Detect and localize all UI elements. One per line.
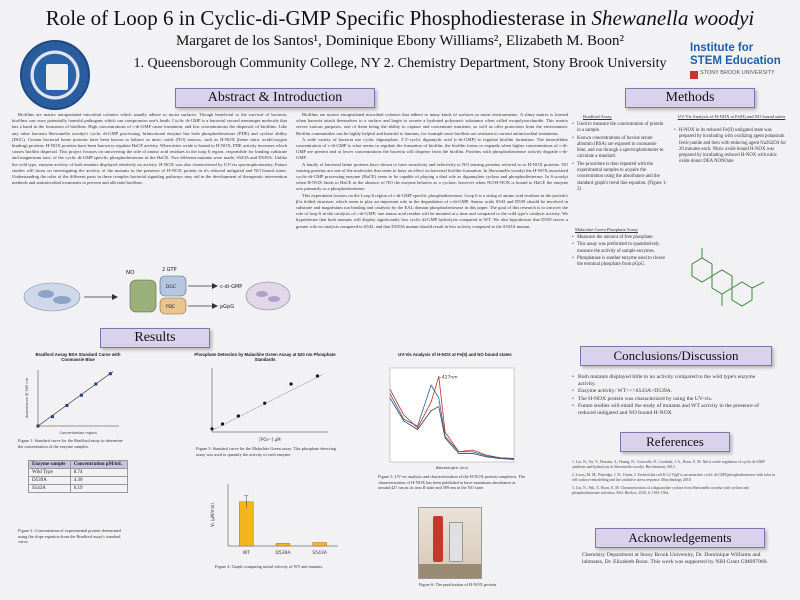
malachite-bullet: • This assay was preformed to quantitatively measure the activity of sample enzymes. <box>572 242 667 255</box>
protein-purification-photo <box>418 507 482 579</box>
title-species: Shewanella woodyi <box>591 6 755 30</box>
uvvis-bullets <box>674 128 789 167</box>
bradford-bullet: • Used to measure the concentration of protein in a sample. <box>572 122 667 135</box>
introduction-text <box>296 112 568 374</box>
data-point <box>237 414 240 417</box>
intro-paragraph-2: A wide variety of bacteria use cyclic diguanylate, 3',5'-cyclic diguanylic acid (c-di-GMP) to regulate biofilm formation. The intracellular concentration of c-di-GMP is what seems to regulate the formation of biofilm, the biofilm forms or expands when higher concentrations of c-di-GMP are present and at lower concentrations the bacteria will disperse from the biofilm. Proteins with phosphodiesterase activity degrade c-di-GMP. <box>296 136 568 161</box>
plot-area <box>390 368 514 462</box>
y-axis-label: V₀ (µM/min) <box>210 503 215 527</box>
results-heading: Results <box>100 328 210 348</box>
diagram-no-label: NO <box>126 270 135 276</box>
fig4-caption: Figure 4: Graph comparing initial velocity of WT and mutants. <box>215 564 324 569</box>
initial-velocity-bar-chart <box>206 480 346 560</box>
institute-line2: STEM Education <box>690 55 781 67</box>
fig6-caption: Figure 6: The purification of H-NOX protein. <box>418 582 498 587</box>
abstract-paragraph: Biofilms are matrix encapsulated microbial colonies which usually adhere to moist surfaces. Though beneficial to the survival of bacteria, biofilms can carry potentially harmful pathogens which can compromise one's heath. Cyclic di-GMP is a bacterial second messenger molecule that has a hand in the formation of biofilms. High concentrations of c-di-GMP cause formation, and low concentrations the dispersal, of biofilms. Like any other bacteria Shewanella woodyi's cyclic di-GMP processing, bifunctional enzyme has both phosphodiesterase (PDE) and cyclase ability (DGC). Certain bacterial heme proteins have been known to behave as nitric oxide (NO) sensors, such as H-NOX (heme nitric oxide/oxygen binding) proteins. H-NOX proteins have been known to regulate HaCE activity. When nitric oxide is bound to H-NOX, PDE activity increases which causes biofilm dispersal. This project focuses on uncovering the role of amino acid residues in the loop 6 region, responsible for binding substrate and magnesium ions, of the cyclic di-GMP specific phosphodiesterase in the HaCE. Two different mutants were made, S543A and D539A. Unlike the wild type, enzyme activity of both mutants displayed relatively no activity. H-NOX was also characterized by UV-vis spectrophotometry. Future studies will focus on investigating the activity of the mutants in the presence of H-NOX protein in it's reduced unligated and NO bound states. Understanding the roles of the different parts in these complex bacterial signaling pathways may aid in the development of therapeutic intervention methods and antimicrobial treatments to prevent and alleviate biofilms. <box>12 112 287 186</box>
data-point <box>80 394 83 397</box>
conclusion-item: • Both mutants displayed little to no activity compared to the wild type's enzyme activity. <box>572 374 772 388</box>
diagram-gtp-label: 2 GTP <box>162 267 177 273</box>
data-point <box>316 374 319 377</box>
fig5-caption: Figure 5: UV-vis analysis and characterization of the H-NOX protein complexes. The characterization of H-NOX has been published to have maximum absorbance at around 427 nm in its iron II state and 399 nm in the NO state. <box>378 474 526 490</box>
signaling-diagram <box>12 262 297 322</box>
data-point <box>289 382 292 385</box>
uvvis-method-heading: UV-Vis Analysis of H-NOX at Fe(II) and NO bound states <box>677 114 786 119</box>
table-header-cell: Enzyme sample <box>29 461 71 469</box>
molecule-structure-icon <box>672 244 782 324</box>
uvvis-bullet: • H-NOX in its reduced Fe(II) unligated state was prepared by incubating with oxidizing agent potassium ferricyanide and then with reducing agent Na2S2O4 for 20 minutes each. Nitric oxide bound H-NOX was prepared by incubating reduced H-NOX with nitric oxide donor DEA NONOate <box>674 128 789 166</box>
data-point <box>210 427 213 430</box>
fig3-title: Phosphate Detection by Malachite Green Assay at 620 nm Phosphate Standards <box>194 352 336 362</box>
table-cell: 8.74 <box>70 469 127 477</box>
title-main: Role of Loop 6 in Cyclic-di-GMP Specific Phosphodiesterase in <box>45 6 592 30</box>
table-row <box>29 477 128 485</box>
conclusions-heading: Conclusions/Discussion <box>580 346 772 366</box>
institute-line3: STONY BROOK UNIVERSITY <box>700 70 775 76</box>
table-cell: D539A <box>29 477 71 485</box>
intro-paragraph-1: Biofilms are matrix encapsulated microbial colonies that adhere to many kinds of surfaces in moist environments. A slimy matrix is formed when bacteria attach themselves to a surface and begin to secrete a hydrated polymeric substance often called exopolysaccharide. This matrix serves various purposes, one of them being the ability to capture and concentrate nutrients; as well as offer protection from the environment. Biofilm communities can be highly helpful and harmful to humans, for example most biofilms are resistant to current antimicrobial treatments. <box>296 112 568 136</box>
y-axis-label: Absorbance @ 595 nm <box>25 378 29 418</box>
references-heading: References <box>620 432 730 452</box>
reference-item: 1. Liu, N., Xu, Y., Hossain, S., Huang, N., Coursolle, D., Gralnick, J. A., Boon, E. M. Nitric oxide regulation of cyclic di-GMP synthesis and hydrolysis in Shewanella woodyi. Biochemistry 2012. <box>572 460 765 469</box>
conclusions-list <box>572 374 772 417</box>
malachite-bullet: • Phosphatase is another enzyme used to cleave the terminal phosphate from pGpG. <box>572 256 667 269</box>
bar <box>313 542 327 546</box>
references-list <box>572 460 777 499</box>
malachite-standard-curve-chart <box>196 364 336 444</box>
institute-line1: Institute for <box>690 42 754 54</box>
fig2-caption: Figure 2: Concentration of experimental protein determined using the slope equation from the Bradford assay's standard curve. <box>18 528 121 544</box>
fig1-caption: Figure 1: Standard curve for the Bradford assay to determine the concentration of the enzyme samples. <box>18 438 123 449</box>
data-point <box>94 383 97 386</box>
bradford-assay-heading: Bradford Assay <box>583 114 612 119</box>
bradford-standard-curve-chart <box>24 366 124 436</box>
intro-paragraph-4: This experiment focuses on the Loop 6 region of c-di-GMP specific phosphodiesterase. Loop 6 is a string of amino acid residues in the protein's β/α folded structure, which seem to play an important role in the degradation of c-di-GMP. Amino acids S543 and D539 should be involved in substrate and magnesium ion binding and catalysis by the EAL domain phosphodiesterase in this paper. The goal of this research is to uncover the role of loop 6 in the catalysis of c-di-GMP; one amino acid residue will be mutated at a time and compared to the wild type's catalytic activity. We hypothesize that both mutants will display significantly less cyclic di-GMP hydrolysis compared to WT. We also hypothesize that D539 serves a greater role in catalysis compared to S543, and that D539A mutant should result in less activity compared to the S543A mutant. <box>296 192 568 229</box>
data-point <box>51 415 54 418</box>
conclusion-item: • Future studies will entail the study of mutants and WT activity in the presence of reduced unligated and NO bound H-NOX <box>572 403 772 417</box>
poster-title <box>0 6 800 31</box>
table-header-row <box>29 461 128 469</box>
fig5-title: UV-Vis Analysis of H-NOX at Fe(II) and NO bound states <box>398 352 512 357</box>
diagram-dgc-label: DGC <box>166 285 177 290</box>
institute-logo <box>690 42 790 76</box>
data-point <box>263 402 266 405</box>
institute-mark-icon <box>690 71 698 79</box>
diagram-pde-label: PDE <box>166 305 176 310</box>
malachite-bullets <box>572 235 667 269</box>
trend-line <box>38 371 113 426</box>
bradford-bullet: • The procedure is then repeated with the experimental samples to acquire the concentration using the absorbance and the standard graph's trend line equation. (Figure 1-2) <box>572 162 667 193</box>
intro-paragraph-3: A family of bacterial heme proteins have shown to have sensitivity and selectivity to NO sensing proteins referred to as H-NOX proteins. NO sensing proteins are one of the molecules that seem to have an effect on bacterial biofilm formation. In Shewanella woodyi the H-NOX associated cyclic-di-GMP processing enzyme (HaCE) seem to be capable of playing a dual role as diguanylate cyclase and phosphodiesterase. In S.woodyi when H-NOX binds to HaCE in the absence of NO the enzyme behaves as a cyclase, however when NO-H-NOX is bound to HaCE the enzyme acts primarily as a phosphodiesterase. <box>296 161 568 192</box>
acknowledgements-heading: Acknowledgements <box>595 528 765 548</box>
diagram-pgpg-label: pGpG <box>220 304 235 310</box>
reference-item: 2. Lacey, M. M., Partridge, J. D., Green, J. Escherichia coli K-12 YfgF is an anaerobic cyclic di-GMP phosphodiesterase with roles in cell surface remodelling and the oxidative stress response. Microbiology 2010. <box>572 473 776 482</box>
malachite-assay-heading: Malachite Green Phosphate Assay <box>575 227 638 232</box>
data-point <box>37 425 40 428</box>
abstract-text <box>12 112 287 262</box>
uvvis-spectrum-chart <box>380 362 520 472</box>
diagram-cdigmp-label: c-di-GMP <box>220 284 243 290</box>
bradford-bullet: • Known concentrations of bovine serum albumin (BSA) are exposed to coomassie blue, and run through a spectrophotometer to calculate a standard. <box>572 136 667 161</box>
table-cell: S543A <box>29 485 71 493</box>
x-axis-label: Concentration mg/mL <box>59 431 98 435</box>
conclusion-item: • Enzyme activity: WT>>>S543A>D539A. <box>572 388 772 395</box>
data-point <box>65 404 68 407</box>
peak-label: 427nm <box>441 375 458 381</box>
data-point <box>221 422 224 425</box>
authors: Margaret de los Santos¹, Dominique Ebony Williams², Elizabeth M. Boon² <box>175 33 625 49</box>
table-cell: Wild Type <box>29 469 71 477</box>
category-label: S543A <box>312 551 327 556</box>
fig1-title: Bradford Assay BSA Standard Curve with Coomassie Blue <box>35 352 121 362</box>
methods-heading: Methods <box>625 88 755 108</box>
affiliations: 1. Queensborough Community College, NY 2. Chemistry Department, Stony Brook University <box>133 56 667 71</box>
bradford-bullets <box>572 122 667 194</box>
table-row <box>29 469 128 477</box>
fig3-caption: Figure 3: Standard curve for the Malachite Green assay. This phosphate detecting assay was used to quantify the activity of each enzyme. <box>196 446 336 457</box>
data-point <box>109 372 112 375</box>
malachite-bullet: • Measures the amount of free phosphate. <box>572 235 667 241</box>
bar <box>239 502 253 546</box>
x-axis-label: [PO₄³⁻] µM <box>259 437 281 442</box>
category-label: WT <box>242 551 250 556</box>
category-label: D539A <box>275 551 291 556</box>
trend-line <box>212 374 323 430</box>
abstract-heading: Abstract & Introduction <box>175 88 375 108</box>
table-cell: 6.19 <box>70 485 127 493</box>
reference-item: 3. Liu, N., Pak, T., Boon, E. M. Characterization of a diguanylate cyclase from Shewanella woodyi with cyclase and phosphodiesterase activities. Mol. BioSyst. 2010, 6, 1561-1564. <box>572 486 749 495</box>
university-seal-icon <box>20 40 90 110</box>
concentration-table <box>28 460 128 493</box>
acknowledgements-text: Chemistry Department at Stony Brook University, Dr. Dominique Williams and labmates, Dr. Elizabeth Boon. This work was supported by NIH Grant GM097060. <box>582 552 768 565</box>
table-header-cell: Concentration µM/mL <box>70 461 127 469</box>
x-axis-label: Wavelength (nm) <box>435 465 469 470</box>
table-cell: 4.30 <box>70 477 127 485</box>
table-row <box>29 485 128 493</box>
bar <box>276 543 290 546</box>
conclusion-item: • The H-NOX protein was characterized by using the UV-vis. <box>572 396 772 403</box>
